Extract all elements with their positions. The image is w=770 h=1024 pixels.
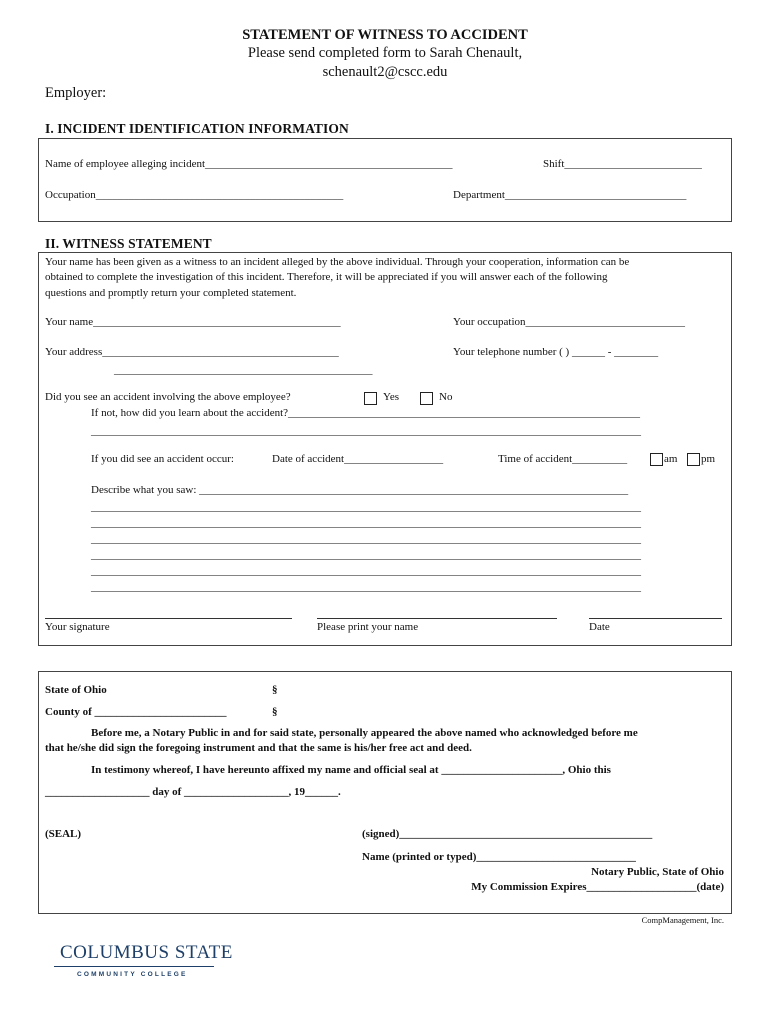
no-label: No [439, 391, 453, 403]
notary-public-label: Notary Public, State of Ohio [591, 866, 724, 878]
your-signature-label: Your signature [45, 621, 110, 633]
date-line[interactable] [589, 618, 722, 619]
section1-heading: I. INCIDENT IDENTIFICATION INFORMATION [45, 121, 349, 136]
seal-label: (SEAL) [45, 828, 82, 840]
department-field[interactable]: Department_________________________________ [453, 189, 687, 201]
describe-line[interactable]: ____________________________________________________________________________________________________ [91, 517, 641, 529]
company-footer: CompManagement, Inc. [641, 915, 724, 925]
signed-field[interactable]: (signed)______________________________________________ [362, 828, 653, 840]
time-of-accident-field[interactable]: Time of accident__________ [498, 453, 628, 465]
describe-line[interactable]: ____________________________________________________________________________________________________ [91, 565, 641, 577]
print-name-label: Please print your name [317, 621, 419, 633]
name-printed-field[interactable]: Name (printed or typed)_____________________________ [362, 851, 636, 863]
if-you-saw-label: If you did see an accident occur: [91, 453, 234, 465]
am-label: am [664, 453, 678, 465]
address-line-2[interactable]: _______________________________________________ [114, 364, 373, 376]
no-checkbox[interactable] [420, 392, 433, 405]
did-you-see-question: Did you see an accident involving the above employee? [45, 391, 291, 403]
yes-label: Yes [383, 391, 400, 403]
describe-line[interactable]: ____________________________________________________________________________________________________ [91, 581, 641, 593]
your-occupation-field[interactable]: Your occupation_____________________________ [453, 316, 686, 328]
day-of-line[interactable]: ___________________ day of ___________________, 19______. [45, 786, 341, 798]
contact-email[interactable]: schenault2@cscc.edu [322, 64, 448, 80]
college-logo-sub: COMMUNITY COLLEGE [77, 971, 188, 978]
intro-line-2: obtained to complete the investigation of this incident. Therefore, it will be appreciated if you will answer each of the following [45, 271, 608, 283]
before-me-line-2: that he/she did sign the foregoing instrument and that the same is his/her free act and deed. [45, 742, 472, 754]
your-name-field[interactable]: Your name_____________________________________________ [45, 316, 341, 328]
college-logo-name: COLUMBUS STATE [60, 942, 233, 963]
employee-name-field[interactable]: Name of employee alleging incident_____________________________________________ [45, 158, 453, 170]
how-did-you-learn-line-2[interactable]: ____________________________________________________________________________________________________ [91, 425, 641, 437]
shift-field[interactable]: Shift_________________________ [543, 158, 702, 170]
section1-box [38, 138, 732, 222]
print-name-line[interactable] [317, 618, 557, 619]
county-field[interactable]: County of ________________________ [45, 706, 227, 718]
pm-checkbox[interactable] [687, 453, 700, 466]
describe-line[interactable]: ____________________________________________________________________________________________________ [91, 549, 641, 561]
section-mark: § [272, 684, 278, 696]
signature-line[interactable] [45, 618, 292, 619]
send-instruction: Please send completed form to Sarah Chenault, [247, 45, 523, 61]
state-label: State of Ohio [45, 684, 107, 696]
commission-expires-field[interactable]: My Commission Expires____________________(date) [471, 881, 724, 893]
section-mark: § [272, 706, 278, 718]
section2-heading: II. WITNESS STATEMENT [45, 236, 212, 251]
before-me-line-1: Before me, a Notary Public in and for said state, personally appeared the above named who acknowledged before me [91, 727, 638, 739]
your-telephone-field[interactable]: Your telephone number ( ) ______ - ________ [453, 346, 659, 358]
logo-rule [54, 966, 214, 967]
describe-line[interactable]: ____________________________________________________________________________________________________ [91, 533, 641, 545]
date-label: Date [589, 621, 610, 633]
occupation-field[interactable]: Occupation_____________________________________________ [45, 189, 344, 201]
how-did-you-learn-field[interactable]: If not, how did you learn about the accident?________________________________________________________________ [91, 407, 641, 419]
your-address-field[interactable]: Your address___________________________________________ [45, 346, 339, 358]
date-of-accident-field[interactable]: Date of accident__________________ [272, 453, 444, 465]
intro-line-3: questions and promptly return your completed statement. [45, 287, 297, 299]
testimony-line[interactable]: In testimony whereof, I have hereunto affixed my name and official seal at ______________________, Ohio this [91, 764, 611, 776]
intro-line-1: Your name has been given as a witness to an incident alleged by the above individual. Through your cooperation, information can be [45, 256, 630, 268]
am-checkbox[interactable] [650, 453, 663, 466]
describe-field[interactable]: Describe what you saw: ______________________________________________________________________________ [91, 484, 629, 496]
describe-line[interactable]: ____________________________________________________________________________________________________ [91, 501, 641, 513]
pm-label: pm [701, 453, 716, 465]
yes-checkbox[interactable] [364, 392, 377, 405]
form-title: STATEMENT OF WITNESS TO ACCIDENT [242, 27, 528, 43]
employer-label: Employer: [45, 85, 107, 101]
